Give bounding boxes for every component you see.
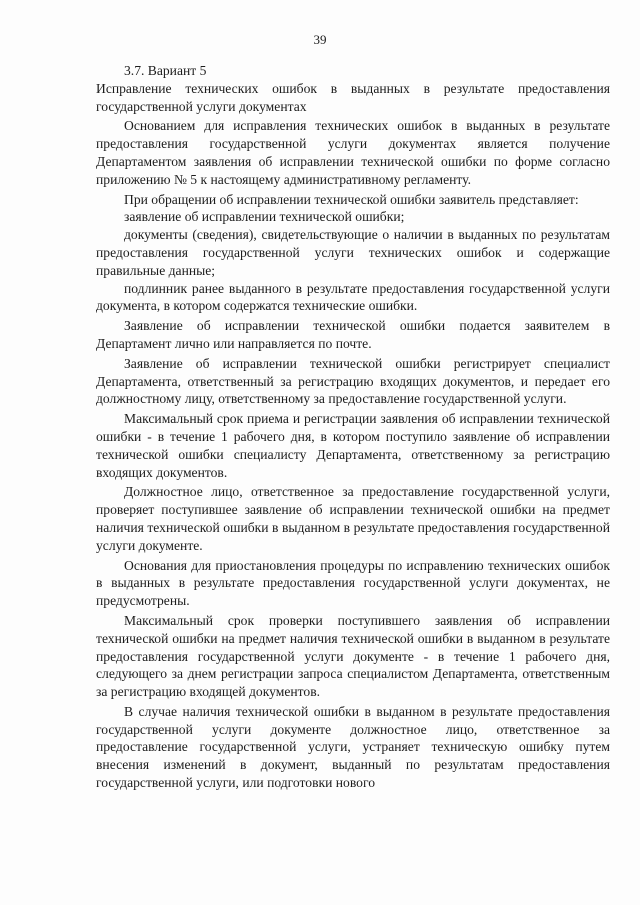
paragraph: В случае наличия технической ошибки в выданном в результате предоставления государственной услуги документе должностное лицо, ответственное за предоставление государственной услуги, устраняет техническую ошибку путем внесения изменений в документ, выданный по результатам предоставления государственной услуги, или подготовки нового [96,703,610,791]
paragraph: Максимальный срок приема и регистрации заявления об исправлении технической ошибки - в течение 1 рабочего дня, в котором поступило заявление об исправлении технической ошибки специалисту Департамента, ответственному за регистрацию входящих документов. [96,411,610,480]
paragraph: заявление об исправлении технической ошибки; [124,209,405,225]
paragraph: Основания для приостановления процедуры по исправлению технических ошибок в выданных в результате предоставления государственной услуги документах, не предусмотрены. [96,557,610,609]
paragraph: Заявление об исправлении технической ошибки регистрирует специалист Департамента, ответственный за регистрацию входящих документов, и передает его должностному лицу, ответственному за предоставление государственной услуги. [96,355,610,407]
paragraph: Заявление об исправлении технической ошибки подается заявителем в Департамент лично или направляется по почте. [96,318,610,351]
page-number: 39 [313,32,327,47]
section-subtitle: Исправление технических ошибок в выданных в результате предоставления государственной услуги документах [96,80,610,114]
paragraph: При обращении об исправлении технической ошибки заявитель представляет: [124,191,579,207]
section-heading: 3.7. Вариант 5 [124,63,207,78]
paragraph: документы (сведения), свидетельствующие о наличии в выданных по результатам предоставления государственной услуги технических ошибок и содержащие правильные данные; [96,227,610,278]
paragraph: Основанием для исправления технических ошибок в выданных в результате предоставления государственной услуги документах является получение Департаментом заявления об исправлении технической ошибки по форме согласно приложению № 5 к настоящему административному регламенту. [96,118,610,187]
paragraph: подлинник ранее выданного в результате предоставления государственной услуги документа, в котором содержатся технические ошибки. [96,280,610,314]
paragraph: Максимальный срок проверки поступившего заявления об исправлении технической ошибки на предмет наличия технической ошибки в выданном в результате предоставления государственной услуги документе - в течение 1 рабочего дня, следующего за днем регистрации запроса специалистом Департамента, ответственным за регистрацию входящей документов. [96,612,610,700]
paragraph: Должностное лицо, ответственное за предоставление государственной услуги, проверяет поступившее заявление об исправлении технической ошибки на предмет наличия технической ошибки в выданном в результате предоставления государственной услуги документе. [96,484,610,553]
page-content [96,62,610,792]
